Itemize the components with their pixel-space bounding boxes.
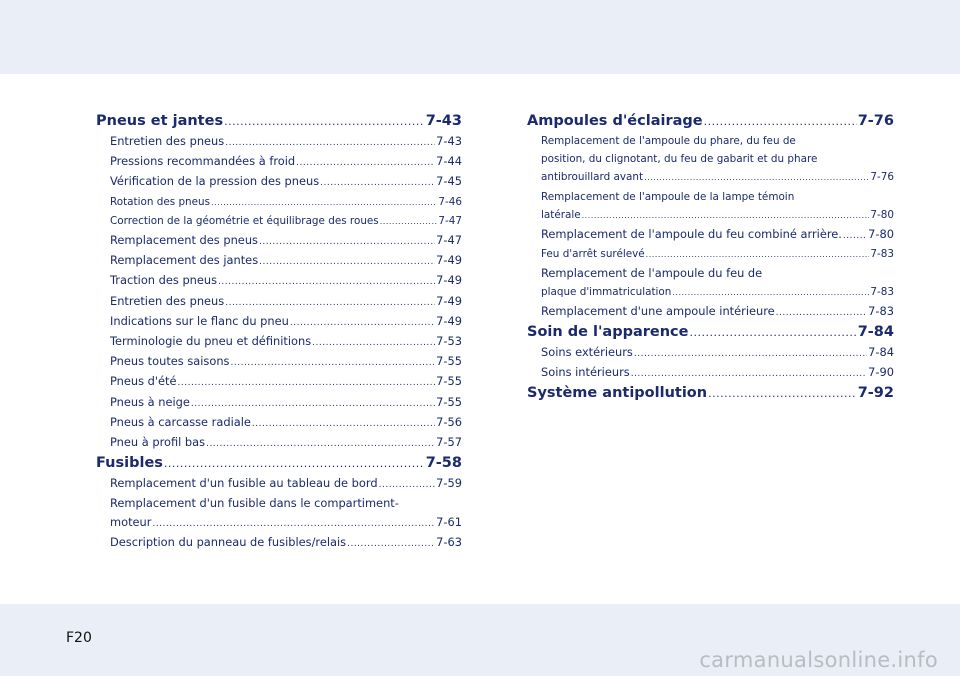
toc-entry[interactable] (527, 302, 894, 322)
toc-entry[interactable] (96, 433, 462, 453)
toc-heading-title: Système antipollution (527, 385, 708, 402)
toc-entry-label: Remplacement de l'ampoule du feu combiné arrière. (541, 227, 842, 242)
toc-entry[interactable] (96, 212, 462, 231)
toc-page-number: 7-55 (436, 374, 462, 389)
dot-leader (634, 345, 867, 363)
toc-section-heading[interactable] (527, 322, 894, 343)
toc-page-number: 7-83 (870, 248, 894, 261)
toc-page-number: 7-55 (436, 394, 462, 409)
toc-entry-wrapped-line[interactable]: Remplacement de l'ampoule du feu de (541, 266, 763, 281)
toc-page-number: 7-43 (436, 134, 462, 148)
toc-page-number: 7-49 (436, 313, 462, 328)
toc-entry-label: Pneus à carcasse radiale (110, 414, 251, 429)
toc-entry[interactable] (96, 533, 462, 553)
toc-entry-label: Pressions recommandées à froid (110, 154, 296, 169)
dot-leader (224, 111, 425, 132)
toc-section-heading[interactable] (96, 453, 462, 474)
toc-page-number: 7-84 (857, 324, 894, 341)
toc-entry-label: latérale (541, 208, 581, 221)
toc-page-number: 7-63 (436, 534, 462, 549)
toc-entry[interactable] (96, 152, 462, 172)
toc-entry[interactable] (527, 343, 894, 363)
toc-entry-label: Remplacement d'une ampoule intérieure (541, 303, 775, 318)
toc-entry-label: Vérification de la pression des pneus (110, 174, 320, 189)
toc-entry[interactable] (96, 292, 462, 312)
dot-leader (347, 535, 435, 553)
toc-entry[interactable] (96, 271, 462, 291)
toc-entry[interactable] (96, 251, 462, 271)
toc-entry-wrapped-line[interactable]: Remplacement de l'ampoule de la lampe témoin (541, 190, 795, 203)
toc-page-number: 7-58 (425, 455, 462, 472)
toc-entry[interactable] (96, 393, 462, 413)
toc-page-number: 7-45 (436, 174, 462, 189)
toc-entry-label: plaque d'immatriculation (541, 285, 672, 298)
dot-leader (708, 383, 857, 404)
toc-entry[interactable] (96, 513, 462, 533)
toc-entry[interactable] (96, 231, 462, 251)
toc-page-number: 7-84 (868, 345, 894, 360)
dot-leader (252, 415, 435, 433)
toc-entry[interactable] (96, 132, 462, 152)
dot-leader (164, 453, 425, 474)
dot-leader (290, 314, 435, 332)
toc-page-number: 7-46 (438, 195, 462, 208)
toc-entry[interactable] (96, 352, 462, 372)
dot-leader (380, 213, 438, 231)
watermark: carmanualsonline.info (699, 648, 938, 672)
dot-leader (704, 111, 857, 132)
toc-entry[interactable] (527, 168, 894, 187)
dot-leader (231, 354, 436, 372)
toc-entry[interactable] (96, 332, 462, 352)
toc-entry[interactable] (527, 363, 894, 383)
toc-page-number: 7-92 (857, 385, 894, 402)
toc-section-heading[interactable] (96, 111, 462, 132)
toc-heading-title: Pneus et jantes (96, 113, 224, 129)
dot-leader (259, 253, 435, 271)
toc-heading-title: Ampoules d'éclairage (527, 113, 703, 129)
toc-page-number: 7-59 (436, 476, 462, 491)
toc-entry-label: Pneu à profil bas (110, 435, 206, 450)
toc-entry-label: Correction de la géométrie et équilibrage des roues (110, 214, 379, 227)
toc-entry-label: antibrouillard avant (541, 171, 644, 184)
toc-page-number: 7-43 (425, 113, 462, 129)
toc-entry-wrapped-line[interactable]: Remplacement d'un fusible dans le compartiment- (110, 496, 399, 511)
dot-leader (225, 134, 435, 152)
toc-page-number: 7-55 (436, 354, 462, 369)
toc-entry-label: Indications sur le flanc du pneu (110, 313, 289, 328)
toc-entry-label: Pneus d'été (110, 374, 177, 389)
toc-right-column (527, 111, 894, 404)
toc-entry-label: Remplacement des pneus (110, 233, 258, 248)
top-band (0, 0, 960, 74)
toc-section-heading[interactable] (527, 111, 894, 132)
toc-page-number: 7-61 (436, 514, 462, 529)
toc-entry-label: Soins intérieurs (541, 365, 630, 380)
toc-page-number: 7-49 (436, 253, 462, 268)
dot-leader (312, 334, 435, 352)
toc-left-column (96, 111, 462, 553)
toc-page-number: 7-80 (870, 208, 894, 221)
toc-entry-label: Feu d'arrêt surélevé (541, 248, 645, 261)
toc-entry[interactable] (527, 245, 894, 264)
toc-entry-label: Entretien des pneus (110, 134, 225, 148)
dot-leader (191, 395, 435, 413)
toc-entry[interactable] (96, 312, 462, 332)
toc-page-number: 7-83 (868, 303, 894, 318)
toc-page-number: 7-53 (436, 334, 462, 349)
dot-leader (646, 246, 870, 264)
dot-leader (206, 435, 435, 453)
toc-page-number: 7-90 (868, 365, 894, 380)
toc-entry[interactable] (96, 193, 462, 212)
toc-page-number: 7-49 (436, 273, 462, 288)
dot-leader (776, 304, 867, 322)
toc-entry-label: Remplacement d'un fusible au tableau de bord (110, 476, 378, 491)
dot-leader (296, 154, 435, 172)
toc-entry-label: Entretien des pneus (110, 293, 225, 308)
toc-page-number: 7-76 (857, 113, 894, 129)
toc-entry[interactable] (527, 283, 894, 302)
page-number: F20 (66, 630, 92, 646)
toc-entry-label: Description du panneau de fusibles/relais (110, 534, 347, 549)
dot-leader (672, 284, 869, 302)
toc-entry-label: Rotation des pneus (110, 195, 211, 208)
dot-leader (689, 322, 856, 343)
toc-page-number: 7-49 (436, 293, 462, 308)
toc-page-number: 7-57 (436, 435, 462, 450)
toc-entry[interactable] (96, 372, 462, 392)
dot-leader (379, 476, 436, 494)
dot-leader (259, 233, 435, 251)
toc-page-number: 7-76 (870, 171, 894, 184)
toc-heading-title: Soin de l'apparence (527, 324, 689, 341)
dot-leader (843, 227, 867, 245)
toc-entry[interactable] (96, 413, 462, 433)
toc-page-number: 7-56 (436, 414, 462, 429)
toc-entry[interactable] (96, 474, 462, 494)
dot-leader (631, 365, 867, 383)
dot-leader (320, 174, 435, 192)
toc-entry-wrapped-line[interactable]: position, du clignotant, du feu de gabarit et du phare (541, 153, 818, 166)
toc-page-number: 7-47 (436, 233, 462, 248)
toc-entry-label: moteur (110, 514, 152, 529)
toc-entry[interactable] (96, 172, 462, 192)
toc-page-number: 7-83 (870, 285, 894, 298)
toc-entry[interactable] (527, 225, 894, 245)
toc-page-number: 7-44 (436, 154, 462, 169)
toc-section-heading[interactable] (527, 383, 894, 404)
dot-leader (644, 169, 869, 187)
dot-leader (178, 374, 436, 392)
dot-leader (582, 207, 870, 225)
toc-entry-label: Terminologie du pneu et définitions (110, 334, 312, 349)
dot-leader (218, 273, 435, 291)
dot-leader (211, 194, 437, 212)
toc-entry-label: Remplacement des jantes (110, 253, 259, 268)
toc-page-number: 7-80 (868, 227, 894, 242)
toc-entry-wrapped-line[interactable]: Remplacement de l'ampoule du phare, du feu de (541, 135, 796, 147)
toc-entry-label: Traction des pneus (110, 273, 218, 288)
dot-leader (225, 294, 435, 312)
toc-entry-label: Pneus à neige (110, 394, 190, 409)
toc-entry-label: Soins extérieurs (541, 345, 633, 360)
toc-heading-title: Fusibles (96, 455, 163, 472)
toc-entry[interactable] (527, 206, 894, 225)
toc-entry-label: Pneus toutes saisons (110, 354, 230, 369)
toc-page-number: 7-47 (438, 214, 462, 227)
dot-leader (152, 515, 435, 533)
